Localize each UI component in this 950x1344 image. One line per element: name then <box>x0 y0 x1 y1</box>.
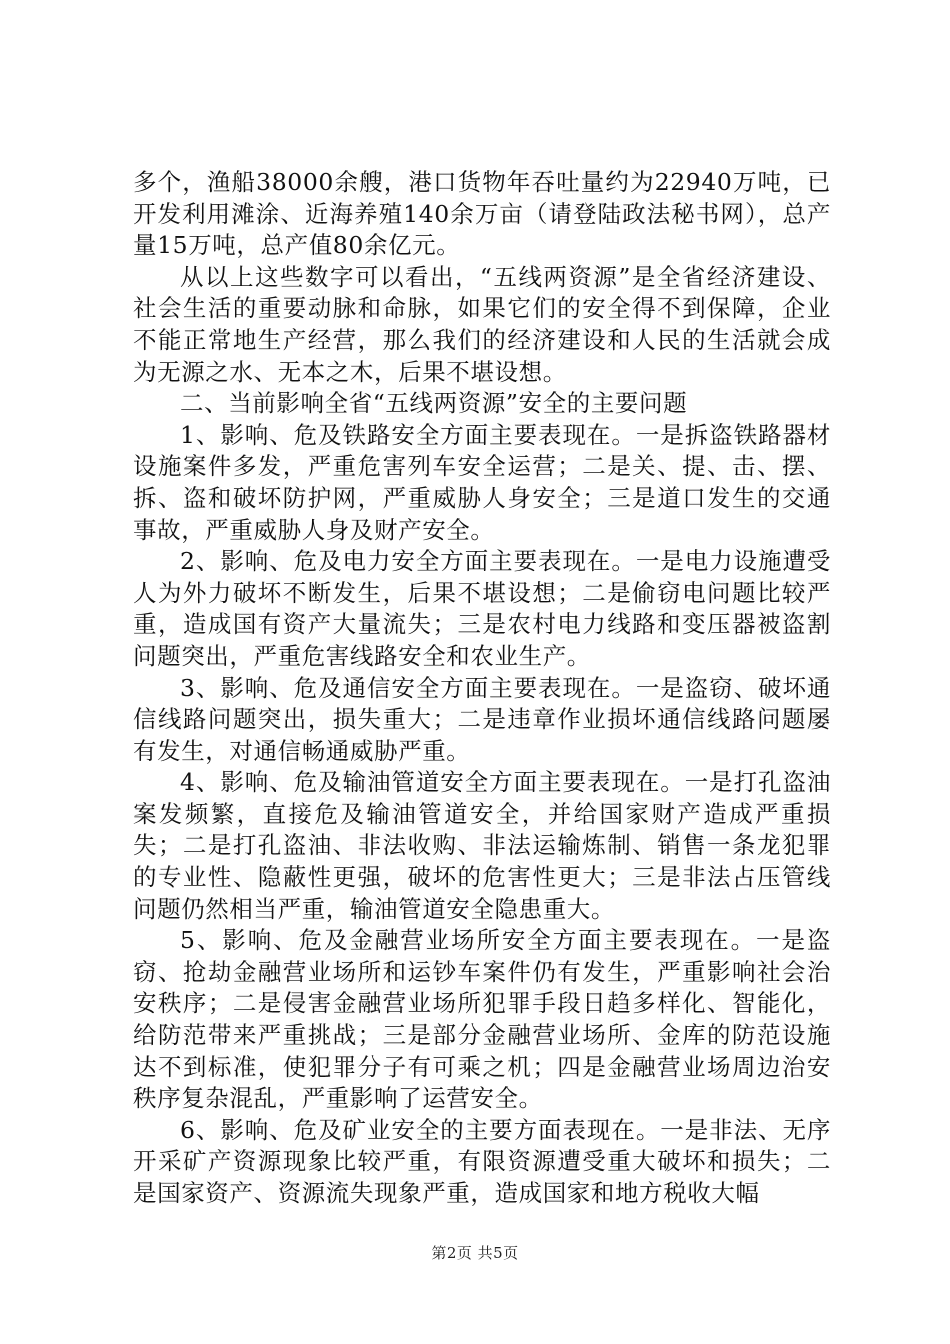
page-number-footer: 第2页 共5页 <box>431 1244 519 1262</box>
document-body <box>133 167 831 1210</box>
paragraph-summary: 从以上这些数字可以看出，“五线两资源”是全省经济建设、社会生活的重要动脉和命脉，如果它们的安全得不到保障，企业不能正常地生产经营，那么我们的经济建设和人民的生活就会成为无源之水、无本之木，后果不堪设想。 <box>133 262 831 386</box>
paragraph-statistics-continued: 多个，渔船38000余艘，港口货物年吞吐量约为22940万吨，已开发利用滩涂、近海养殖140余万亩（请登陆政法秘书网），总产量15万吨，总产值80余亿元。 <box>133 168 831 260</box>
paragraph-power-safety: 2、影响、危及电力安全方面主要表现在。一是电力设施遭受人为外力破坏不断发生，后果不堪设想；二是偷窃电问题比较严重，造成国有资产大量流失；三是农村电力线路和变压器被盗割问题突出，严重危害线路安全和农业生产。 <box>133 547 831 670</box>
paragraph-oil-pipeline-safety: 4、影响、危及输油管道安全方面主要表现在。一是打孔盗油案发频繁，直接危及输油管道安全，并给国家财产造成严重损失；二是打孔盗油、非法收购、非法运输炼制、销售一条龙犯罪的专业性、隐蔽性更强，破坏的危害性更大；三是非法占压管线问题仍然相当严重，输油管道安全隐患重大。 <box>133 768 831 923</box>
paragraph-mining-safety: 6、影响、危及矿业安全的主要方面表现在。一是非法、无序开采矿产资源现象比较严重，有限资源遭受重大破坏和损失；二是国家资产、资源流失现象严重，造成国家和地方税收大幅 <box>133 1115 831 1207</box>
paragraph-financial-safety: 5、影响、危及金融营业场所安全方面主要表现在。一是盗窃、抢劫金融营业场所和运钞车案件仍有发生，严重影响社会治安秩序；二是侵害金融营业场所犯罪手段日趋多样化、智能化，给防范带来严重挑战；三是部分金融营业场所、金库的防范设施达不到标准，使犯罪分子有可乘之机；四是金融营业场周边治安秩序复杂混乱，严重影响了运营安全。 <box>133 926 831 1113</box>
paragraph-railway-safety: 1、影响、危及铁路安全方面主要表现在。一是拆盗铁路器材设施案件多发，严重危害列车安全运营；二是关、提、击、摆、拆、盗和破坏防护网，严重威胁人身安全；三是道口发生的交通事故，严重威胁人身及财产安全。 <box>133 420 831 544</box>
paragraph-communication-safety: 3、影响、危及通信安全方面主要表现在。一是盗窃、破坏通信线路问题突出，损失重大；二是违章作业损坏通信线路问题屡有发生，对通信畅通威胁严重。 <box>133 673 831 765</box>
section-heading-main-problems: 二、当前影响全省“五线两资源”安全的主要问题 <box>180 389 688 418</box>
